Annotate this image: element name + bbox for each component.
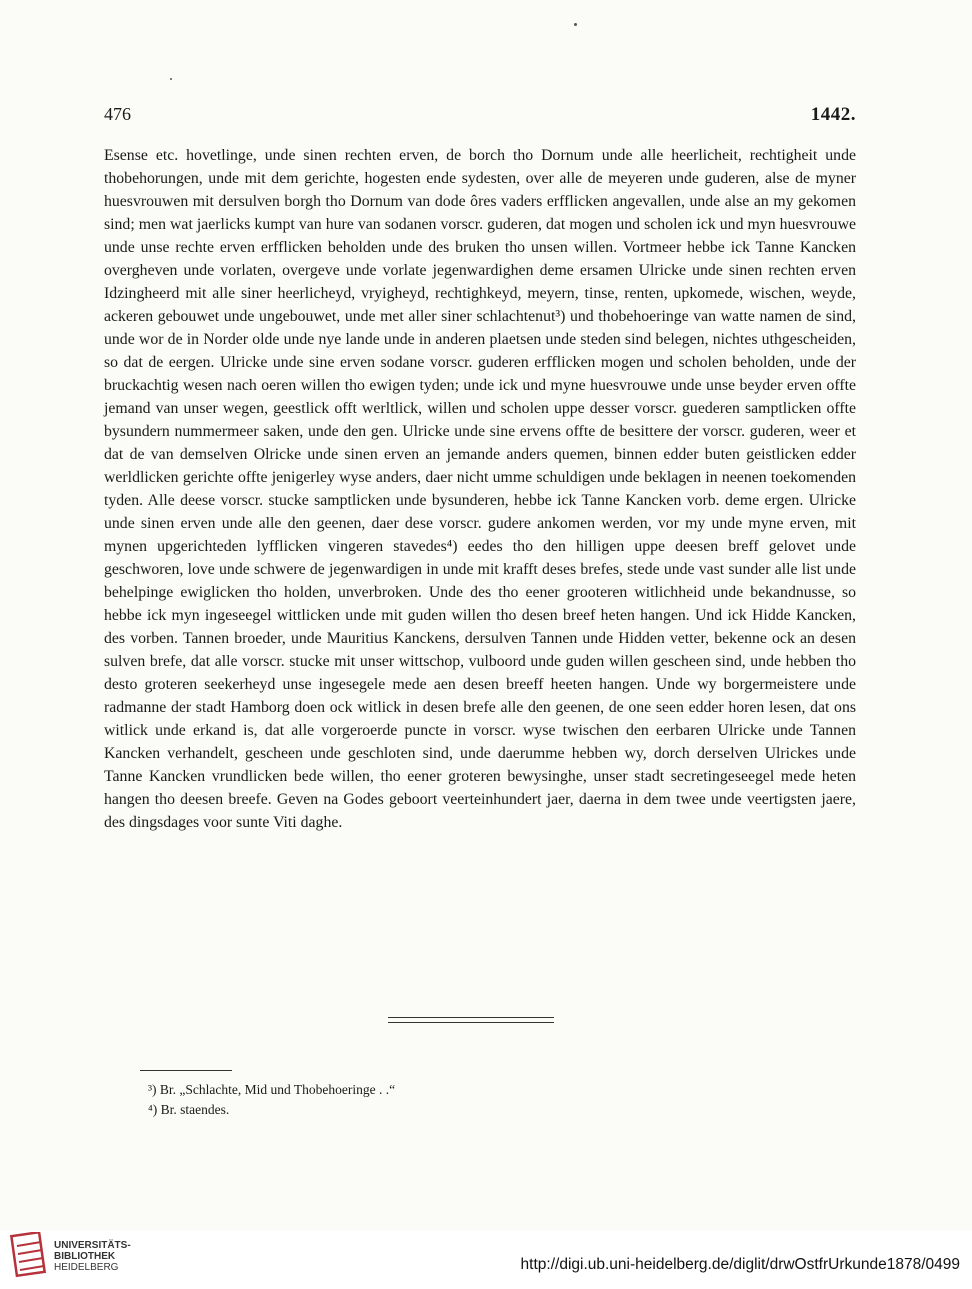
section-divider: [388, 1017, 554, 1023]
footnote-4: ⁴) Br. staendes.: [148, 1102, 230, 1117]
library-name: [54, 1240, 131, 1273]
library-name-line: HEIDELBERG: [54, 1262, 119, 1273]
scan-speck: [170, 78, 172, 80]
footnotes: [148, 1080, 648, 1120]
scan-speck: [574, 23, 577, 26]
page-number: 476: [104, 104, 131, 124]
footnote-3: ³) Br. „Schlachte, Mid und Thobehoeringe . .“: [148, 1082, 396, 1097]
library-name-line: BIBLIOTHEK: [54, 1251, 116, 1262]
charter-text: Esense etc. hovetlinge, unde sinen rechten erven, de borch tho Dornum unde alle heerlicheit, rechtigheit unde thobehorungen, unde mit dem gerichte, hogesten ende sydesten, over alle de meyeren unde guderen, alse de myner huesvrouwen mit dersulven borgh tho Dornum van dode ôres vaders erfflicken angevallen, unde alse an my gekomen sind; men wat jaerlicks kumpt van hure van sodanen vorscr. guderen, dat mogen und scholen ick und myn huesvrouwe unde unse rechte erven erfflicken beholden unde des bruken tho unsen willen. Vortmeer hebbe ick Tanne Kancken overgheven unde vorlaten, overgeve unde vorlate jegenwardighen deme ersamen Ulricke unde sinen rechten erven Idzingheerd mit alle siner heerlicheyd, vryigheyd, rechtighkeyd, meyern, tinse, renten, upkomede, wischen, weyde, ackeren gebouwet unde ungebouwet, unde met aller siner schlachtenut³) und thobehoeringe van watte namen de sind, unde wor de in Norder olde unde nye lande unde in anderen plaetsen unde steden sind belegen, nichtes uthgescheiden, so dat de eergen. Ulricke unde sine erven sodane vorscr. guderen erfflicken mogen und scholen beholden, unde der bruckachtig wesen nach oeren willen tho ewigen tyden; unde ick und myne huesvrouwe unde unse beyder erven offte jemand van unser wegen, geestlick offt werltlick, willen und scholen uppe desser vorscr. guederen samptlicken offte bysundern nummermeer saken, unde den gen. Ulricke unde sine ervens offte de besittere der vorscr. guderen, weer et dat de van demselven Olricke unde sinen erven an jemande anders quemen, binnen edder buten geistlicken edder werldlicken gerichte offte jenigerley wyse anders, daer nicht umme schuldigen unde beklagen in neenen toekomenden tyden. Alle deese vorscr. stucke samptlicken unde bysunderen, hebbe ick Tanne Kancken vorb. deme ergen. Ulricke unde sinen erven unde alle den geenen, daer dese vorscr. gudere ankomen werden, vor my unde myne erven, mit mynen upgerichteden lyfflicken vingeren stavedes⁴) eedes tho den hilligen uppe deesen breff gelovet unde geschworen, love unde schwere de jegenwardigen in unde mit krafft deses brefes, stede unde vast sunder alle list unde behelpinge ewiglicken tho holden, unverbroken. Unde des tho eener grooteren witlichheid unde bekandnusse, so hebbe ick myn ingeseegel wittlicken unde mit guden willen tho desen breef heten hangen. Und ick Hidde Kancken, des vorben. Tannen broeder, unde Mauritius Kanckens, dersulven Tannen unde Hidden vetter, bekenne ock an desen sulven brefe, dat alle vorscr. stucke mit unser wittschop, vulboord unde guden willen gescheen sind, unde hebben tho desto groteren seekerheyd unse ingesegele mede aen desen breeff heeten hangen. Unde wy borgermeistere unde radmanne der stadt Hamborg doen ock witlick in desen brefe alle den geenen, de one seen edder horen lesen, dat ons witlick unde erkand is, dat alle vorgeroerde puncte in vorscr. wyse twischen den eerbaren Ulricke unde Tannen Kancken verhandelt, gescheen unde geschloten sind, unde daerumme hebben wy, dorch derselven Ulrickes unde Tanne Kancken vrundlicken bede willen, tho eener groteren bewysinghe, unser stadt secretingeseegel mede heten hangen tho deesen breefe. Geven na Godes geboort veerteinhundert jaer, daerna in dem twee unde veertigsten jaere, des dingsdages voor sunte Viti daghe.: [104, 147, 856, 831]
library-name-line: UNIVERSITÄTS-: [54, 1240, 131, 1251]
footnote-separator: [140, 1070, 232, 1071]
permalink-url[interactable]: http://digi.ub.uni-heidelberg.de/diglit/drwOstfrUrkunde1878/0499: [520, 1256, 960, 1273]
university-library-logo-icon: [10, 1232, 50, 1284]
running-head-year: 1442.: [810, 104, 856, 125]
